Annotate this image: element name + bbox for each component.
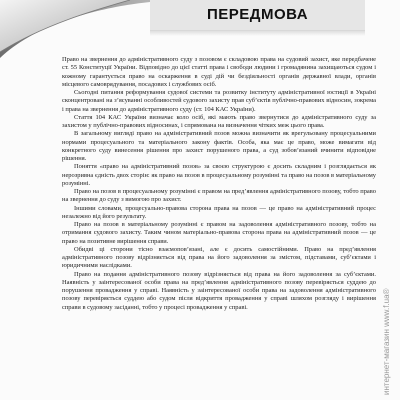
page-curl-decoration (0, 0, 150, 58)
paragraph: Поняття «право на адміністративний позов» за своєю структурою є досить складним і розглядається як нерозривна єдність двох сторін: як право на позов в процесуальному розумінні та право на позов в матеріальному розумінні. (62, 163, 376, 187)
paragraph: Обидві ці сторони тісно взаємопов’язані, але є досить самостійними. Право на пред’явлення адміністративного позову відрізняється від права на його задоволення за змістом, підставами, суб’єктами і юридичними наслідками. (62, 245, 376, 270)
heading-banner-shadow (150, 30, 365, 36)
paragraph: Іншими словами, процесуально-правова сторона права на позов — це право на адміністративний процес незалежно від його результату. (62, 204, 376, 220)
paragraph: Сьогодні питання реформування судової системи та розвитку інституту адміністративної юстиції в Україні сконцентровані на з’ясуванні особливостей судового захисту прав суб’єктів публічно-правових відносин, зокрема і права на звернення до адміністративного суду (ст. 104 КАС України). (62, 89, 376, 113)
paragraph: Право на звернення до адміністративного суду з позовом є складовою права на судовий захист, яке передбачене ст. 55 Конституції України. Відповідно до цієї статті права і свободи людини і громадянина захищаються судом і кожному гарантується право на оскарження в суді дій чи бездіяльності органів державної влади, органів місцевого самоврядування, посадових і службових осіб. (62, 56, 376, 88)
paragraph: Право на подання адміністративного позову відрізняється від права на його задоволення за суб’єктами. Наявність у заінтересованої особи права на пред’явлення адміністративного позову перевіряється суддею до порушення провадження у справі. Наявність у заінтересованої особи права на задоволення адміністративного позову перевіряється суддею або судом після відкриття провадження у справі шляхом розгляду і вирішення справи в судовому засіданні, тобто у процесі провадження у справі. (62, 270, 376, 311)
paragraph: В загальному вигляді право на адміністративний позов можна визначити як врегульовану процесуальними нормами процесуального та матеріального закону фактів. Особа, яка має це право, може вимагати від конкретного суду винесення рішення про захист порушеного права, а суд зобов’язаний вчинити відповідне рішення. (62, 130, 376, 162)
page-title: ПЕРЕДМОВА (206, 6, 309, 23)
body-text (62, 56, 376, 400)
store-watermark: интернет-магазин www.f.ua® (382, 288, 391, 395)
paragraph: Право на позов в процесуальному розумінні є правом на пред’явлення адміністративного позову, тобто право на звернення до суду з вимогою про захист. (62, 188, 376, 204)
paragraph: Право на позов в матеріальному розумінні є правом на задоволення адміністративного позову, тобто на отримання судового захисту. Таким чином матеріально-правова сторона права на адміністративний позов — це право на позитивне вирішення справи. (62, 221, 376, 245)
paragraph: Стаття 104 КАС України визначає коло осіб, які мають право звернутися до адміністративного суду за захистом у публічно-правових відносинах, і спрямована на визначення чітких меж цього права. (62, 113, 376, 129)
